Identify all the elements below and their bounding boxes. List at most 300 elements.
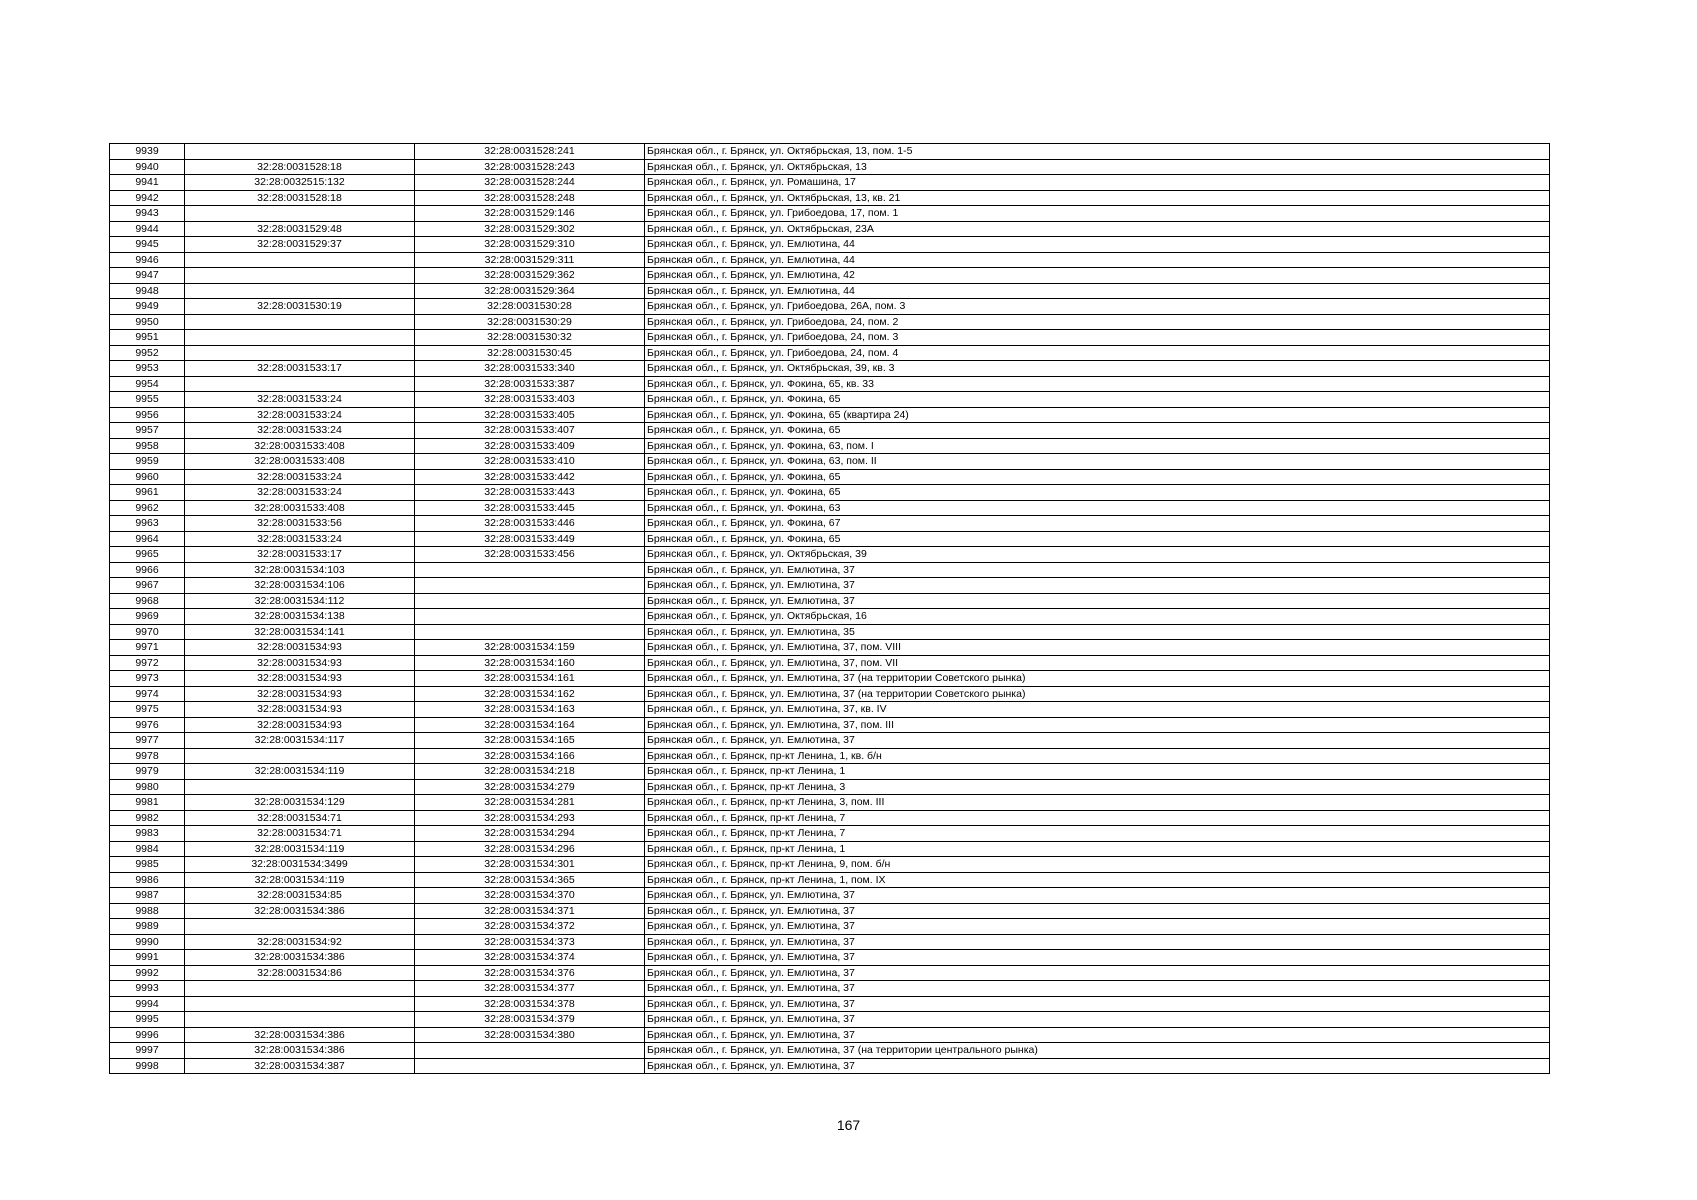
- table-row: [110, 686, 1550, 702]
- table-row: [110, 330, 1550, 346]
- parent-cadastral-number-cell: 32:28:0031533:24: [185, 407, 415, 423]
- address-cell: Брянская обл., г. Брянск, ул. Фокина, 67: [645, 516, 1550, 532]
- table-row: [110, 376, 1550, 392]
- table-row: [110, 981, 1550, 997]
- parent-cadastral-number-cell: [185, 283, 415, 299]
- object-cadastral-number-cell: 32:28:0031533:403: [415, 392, 645, 408]
- row-number-cell: 9941: [110, 175, 185, 191]
- row-number-cell: 9997: [110, 1043, 185, 1059]
- parent-cadastral-number-cell: [185, 981, 415, 997]
- object-cadastral-number-cell: 32:28:0031534:379: [415, 1012, 645, 1028]
- table-row: [110, 810, 1550, 826]
- table-row: [110, 903, 1550, 919]
- row-number-cell: 9981: [110, 795, 185, 811]
- table-row: [110, 748, 1550, 764]
- table-row: [110, 996, 1550, 1012]
- parent-cadastral-number-cell: [185, 345, 415, 361]
- address-cell: Брянская обл., г. Брянск, ул. Фокина, 65: [645, 392, 1550, 408]
- object-cadastral-number-cell: 32:28:0031529:364: [415, 283, 645, 299]
- parent-cadastral-number-cell: [185, 252, 415, 268]
- table-row: [110, 764, 1550, 780]
- address-cell: Брянская обл., г. Брянск, пр-кт Ленина, 7: [645, 810, 1550, 826]
- parent-cadastral-number-cell: 32:28:0031533:24: [185, 423, 415, 439]
- parent-cadastral-number-cell: 32:28:0031533:408: [185, 438, 415, 454]
- table-row: [110, 640, 1550, 656]
- address-cell: Брянская обл., г. Брянск, пр-кт Ленина, 9, пом. б/н: [645, 857, 1550, 873]
- address-cell: Брянская обл., г. Брянск, ул. Грибоедова, 24, пом. 4: [645, 345, 1550, 361]
- table-row: [110, 593, 1550, 609]
- table-row: [110, 175, 1550, 191]
- row-number-cell: 9979: [110, 764, 185, 780]
- object-cadastral-number-cell: [415, 609, 645, 625]
- row-number-cell: 9983: [110, 826, 185, 842]
- row-number-cell: 9989: [110, 919, 185, 935]
- row-number-cell: 9960: [110, 469, 185, 485]
- address-cell: Брянская обл., г. Брянск, ул. Емлютина, 37: [645, 1027, 1550, 1043]
- address-cell: Брянская обл., г. Брянск, ул. Емлютина, 37, пом. III: [645, 717, 1550, 733]
- table-row: [110, 950, 1550, 966]
- table-row: [110, 795, 1550, 811]
- parent-cadastral-number-cell: [185, 268, 415, 284]
- row-number-cell: 9998: [110, 1058, 185, 1074]
- row-number-cell: 9940: [110, 159, 185, 175]
- table-row: [110, 1043, 1550, 1059]
- table-row: [110, 469, 1550, 485]
- address-cell: Брянская обл., г. Брянск, ул. Октябрьская, 13, пом. 1-5: [645, 144, 1550, 160]
- page-number: 167: [836, 1117, 861, 1133]
- parent-cadastral-number-cell: 32:28:0031534:141: [185, 624, 415, 640]
- object-cadastral-number-cell: 32:28:0031529:302: [415, 221, 645, 237]
- parent-cadastral-number-cell: 32:28:0031530:19: [185, 299, 415, 315]
- table-row: [110, 547, 1550, 563]
- object-cadastral-number-cell: 32:28:0031534:371: [415, 903, 645, 919]
- object-cadastral-number-cell: 32:28:0031534:370: [415, 888, 645, 904]
- row-number-cell: 9975: [110, 702, 185, 718]
- row-number-cell: 9974: [110, 686, 185, 702]
- address-cell: Брянская обл., г. Брянск, ул. Фокина, 65: [645, 485, 1550, 501]
- table-row: [110, 392, 1550, 408]
- parent-cadastral-number-cell: [185, 919, 415, 935]
- table-row: [110, 965, 1550, 981]
- address-cell: Брянская обл., г. Брянск, пр-кт Ленина, 1: [645, 764, 1550, 780]
- object-cadastral-number-cell: [415, 593, 645, 609]
- row-number-cell: 9969: [110, 609, 185, 625]
- parent-cadastral-number-cell: 32:28:0031534:86: [185, 965, 415, 981]
- object-cadastral-number-cell: 32:28:0031534:161: [415, 671, 645, 687]
- parent-cadastral-number-cell: 32:28:0031534:119: [185, 764, 415, 780]
- object-cadastral-number-cell: 32:28:0031534:162: [415, 686, 645, 702]
- row-number-cell: 9942: [110, 190, 185, 206]
- table-row: [110, 361, 1550, 377]
- parent-cadastral-number-cell: 32:28:0031528:18: [185, 159, 415, 175]
- object-cadastral-number-cell: 32:28:0031534:166: [415, 748, 645, 764]
- parent-cadastral-number-cell: 32:28:0031534:71: [185, 810, 415, 826]
- row-number-cell: 9951: [110, 330, 185, 346]
- address-cell: Брянская обл., г. Брянск, ул. Емлютина, 37: [645, 950, 1550, 966]
- address-cell: Брянская обл., г. Брянск, ул. Фокина, 65: [645, 423, 1550, 439]
- object-cadastral-number-cell: 32:28:0031529:146: [415, 206, 645, 222]
- address-cell: Брянская обл., г. Брянск, ул. Емлютина, 37, пом. VII: [645, 655, 1550, 671]
- row-number-cell: 9943: [110, 206, 185, 222]
- address-cell: Брянская обл., г. Брянск, ул. Емлютина, 37: [645, 1058, 1550, 1074]
- address-cell: Брянская обл., г. Брянск, ул. Емлютина, 37: [645, 903, 1550, 919]
- row-number-cell: 9946: [110, 252, 185, 268]
- address-cell: Брянская обл., г. Брянск, ул. Грибоедова, 24, пом. 3: [645, 330, 1550, 346]
- address-cell: Брянская обл., г. Брянск, ул. Емлютина, 35: [645, 624, 1550, 640]
- object-cadastral-number-cell: 32:28:0031533:443: [415, 485, 645, 501]
- parent-cadastral-number-cell: 32:28:0031529:37: [185, 237, 415, 253]
- object-cadastral-number-cell: 32:28:0031534:164: [415, 717, 645, 733]
- row-number-cell: 9984: [110, 841, 185, 857]
- parent-cadastral-number-cell: [185, 748, 415, 764]
- row-number-cell: 9987: [110, 888, 185, 904]
- table-row: [110, 438, 1550, 454]
- address-cell: Брянская обл., г. Брянск, ул. Емлютина, 37: [645, 919, 1550, 935]
- object-cadastral-number-cell: 32:28:0031530:28: [415, 299, 645, 315]
- address-cell: Брянская обл., г. Брянск, ул. Фокина, 63, пом. II: [645, 454, 1550, 470]
- object-cadastral-number-cell: 32:28:0031533:449: [415, 531, 645, 547]
- object-cadastral-number-cell: 32:28:0031534:159: [415, 640, 645, 656]
- row-number-cell: 9949: [110, 299, 185, 315]
- object-cadastral-number-cell: 32:28:0031534:380: [415, 1027, 645, 1043]
- address-cell: Брянская обл., г. Брянск, ул. Емлютина, 37: [645, 934, 1550, 950]
- table-row: [110, 190, 1550, 206]
- registry-sheet: [109, 143, 1549, 1074]
- parent-cadastral-number-cell: 32:28:0031534:71: [185, 826, 415, 842]
- parent-cadastral-number-cell: 32:28:0031534:3499: [185, 857, 415, 873]
- parent-cadastral-number-cell: 32:28:0031533:24: [185, 392, 415, 408]
- object-cadastral-number-cell: 32:28:0031534:373: [415, 934, 645, 950]
- object-cadastral-number-cell: [415, 578, 645, 594]
- row-number-cell: 9970: [110, 624, 185, 640]
- address-cell: Брянская обл., г. Брянск, ул. Емлютина, 37: [645, 733, 1550, 749]
- row-number-cell: 9978: [110, 748, 185, 764]
- row-number-cell: 9961: [110, 485, 185, 501]
- object-cadastral-number-cell: [415, 1058, 645, 1074]
- row-number-cell: 9994: [110, 996, 185, 1012]
- row-number-cell: 9991: [110, 950, 185, 966]
- parent-cadastral-number-cell: 32:28:0031534:93: [185, 655, 415, 671]
- address-cell: Брянская обл., г. Брянск, ул. Грибоедова, 17, пом. 1: [645, 206, 1550, 222]
- address-cell: Брянская обл., г. Брянск, ул. Емлютина, 37: [645, 578, 1550, 594]
- table-row: [110, 454, 1550, 470]
- row-number-cell: 9950: [110, 314, 185, 330]
- parent-cadastral-number-cell: [185, 376, 415, 392]
- parent-cadastral-number-cell: 32:28:0031529:48: [185, 221, 415, 237]
- address-cell: Брянская обл., г. Брянск, ул. Емлютина, 37: [645, 965, 1550, 981]
- address-cell: Брянская обл., г. Брянск, ул. Емлютина, 37, кв. IV: [645, 702, 1550, 718]
- address-cell: Брянская обл., г. Брянск, ул. Емлютина, 44: [645, 283, 1550, 299]
- row-number-cell: 9996: [110, 1027, 185, 1043]
- table-row: [110, 206, 1550, 222]
- row-number-cell: 9977: [110, 733, 185, 749]
- parent-cadastral-number-cell: 32:28:0031534:112: [185, 593, 415, 609]
- address-cell: Брянская обл., г. Брянск, ул. Фокина, 65, кв. 33: [645, 376, 1550, 392]
- parent-cadastral-number-cell: 32:28:0031534:93: [185, 702, 415, 718]
- parent-cadastral-number-cell: 32:28:0031534:92: [185, 934, 415, 950]
- address-cell: Брянская обл., г. Брянск, ул. Емлютина, 37: [645, 888, 1550, 904]
- row-number-cell: 9985: [110, 857, 185, 873]
- parent-cadastral-number-cell: 32:28:0031534:93: [185, 686, 415, 702]
- table-row: [110, 779, 1550, 795]
- parent-cadastral-number-cell: [185, 330, 415, 346]
- table-row: [110, 888, 1550, 904]
- row-number-cell: 9982: [110, 810, 185, 826]
- object-cadastral-number-cell: 32:28:0031534:301: [415, 857, 645, 873]
- parent-cadastral-number-cell: 32:28:0031534:129: [185, 795, 415, 811]
- object-cadastral-number-cell: 32:28:0031534:293: [415, 810, 645, 826]
- row-number-cell: 9965: [110, 547, 185, 563]
- address-cell: Брянская обл., г. Брянск, ул. Емлютина, 44: [645, 237, 1550, 253]
- address-cell: Брянская обл., г. Брянск, ул. Фокина, 63, пом. I: [645, 438, 1550, 454]
- address-cell: Брянская обл., г. Брянск, ул. Емлютина, 37 (на территории центрального рынка): [645, 1043, 1550, 1059]
- table-row: [110, 609, 1550, 625]
- table-row: [110, 702, 1550, 718]
- address-cell: Брянская обл., г. Брянск, ул. Емлютина, 37: [645, 996, 1550, 1012]
- row-number-cell: 9986: [110, 872, 185, 888]
- address-cell: Брянская обл., г. Брянск, ул. Фокина, 65 (квартира 24): [645, 407, 1550, 423]
- address-cell: Брянская обл., г. Брянск, ул. Грибоедова, 26А, пом. 3: [645, 299, 1550, 315]
- table-row: [110, 531, 1550, 547]
- parent-cadastral-number-cell: 32:28:0031534:119: [185, 872, 415, 888]
- parent-cadastral-number-cell: 32:28:0031534:386: [185, 950, 415, 966]
- parent-cadastral-number-cell: [185, 144, 415, 160]
- parent-cadastral-number-cell: 32:28:0031534:387: [185, 1058, 415, 1074]
- table-row: [110, 345, 1550, 361]
- parent-cadastral-number-cell: 32:28:0031533:408: [185, 454, 415, 470]
- table-row: [110, 841, 1550, 857]
- row-number-cell: 9988: [110, 903, 185, 919]
- table-row: [110, 144, 1550, 160]
- object-cadastral-number-cell: 32:28:0031534:281: [415, 795, 645, 811]
- parent-cadastral-number-cell: 32:28:0031533:56: [185, 516, 415, 532]
- parent-cadastral-number-cell: 32:28:0031533:408: [185, 500, 415, 516]
- row-number-cell: 9953: [110, 361, 185, 377]
- table-row: [110, 423, 1550, 439]
- table-row: [110, 500, 1550, 516]
- table-row: [110, 919, 1550, 935]
- row-number-cell: 9962: [110, 500, 185, 516]
- table-row: [110, 624, 1550, 640]
- row-number-cell: 9955: [110, 392, 185, 408]
- object-cadastral-number-cell: 32:28:0031530:32: [415, 330, 645, 346]
- row-number-cell: 9968: [110, 593, 185, 609]
- parent-cadastral-number-cell: 32:28:0031534:93: [185, 717, 415, 733]
- row-number-cell: 9954: [110, 376, 185, 392]
- table-row: [110, 299, 1550, 315]
- parent-cadastral-number-cell: 32:28:0031533:17: [185, 361, 415, 377]
- row-number-cell: 9992: [110, 965, 185, 981]
- parent-cadastral-number-cell: 32:28:0031533:24: [185, 485, 415, 501]
- object-cadastral-number-cell: 32:28:0031528:243: [415, 159, 645, 175]
- object-cadastral-number-cell: 32:28:0031534:374: [415, 950, 645, 966]
- address-cell: Брянская обл., г. Брянск, пр-кт Ленина, 1, пом. IX: [645, 872, 1550, 888]
- object-cadastral-number-cell: 32:28:0031534:372: [415, 919, 645, 935]
- object-cadastral-number-cell: 32:28:0031533:442: [415, 469, 645, 485]
- object-cadastral-number-cell: 32:28:0031528:244: [415, 175, 645, 191]
- parent-cadastral-number-cell: [185, 996, 415, 1012]
- address-cell: Брянская обл., г. Брянск, ул. Емлютина, 37, пом. VIII: [645, 640, 1550, 656]
- parent-cadastral-number-cell: 32:28:0031528:18: [185, 190, 415, 206]
- row-number-cell: 9958: [110, 438, 185, 454]
- object-cadastral-number-cell: 32:28:0031533:409: [415, 438, 645, 454]
- row-number-cell: 9939: [110, 144, 185, 160]
- object-cadastral-number-cell: 32:28:0031530:29: [415, 314, 645, 330]
- table-row: [110, 159, 1550, 175]
- object-cadastral-number-cell: 32:28:0031533:456: [415, 547, 645, 563]
- parent-cadastral-number-cell: 32:28:0032515:132: [185, 175, 415, 191]
- object-cadastral-number-cell: 32:28:0031533:387: [415, 376, 645, 392]
- object-cadastral-number-cell: 32:28:0031529:310: [415, 237, 645, 253]
- object-cadastral-number-cell: 32:28:0031533:410: [415, 454, 645, 470]
- row-number-cell: 9952: [110, 345, 185, 361]
- table-row: [110, 671, 1550, 687]
- table-row: [110, 717, 1550, 733]
- address-cell: Брянская обл., г. Брянск, ул. Фокина, 63: [645, 500, 1550, 516]
- row-number-cell: 9990: [110, 934, 185, 950]
- row-number-cell: 9972: [110, 655, 185, 671]
- address-cell: Брянская обл., г. Брянск, пр-кт Ленина, 1, кв. б/н: [645, 748, 1550, 764]
- table-row: [110, 221, 1550, 237]
- table-row: [110, 516, 1550, 532]
- table-row: [110, 857, 1550, 873]
- address-cell: Брянская обл., г. Брянск, пр-кт Ленина, 7: [645, 826, 1550, 842]
- row-number-cell: 9976: [110, 717, 185, 733]
- parent-cadastral-number-cell: 32:28:0031534:386: [185, 1027, 415, 1043]
- table-row: [110, 485, 1550, 501]
- address-cell: Брянская обл., г. Брянск, ул. Грибоедова, 24, пом. 2: [645, 314, 1550, 330]
- row-number-cell: 9959: [110, 454, 185, 470]
- address-cell: Брянская обл., г. Брянск, ул. Октябрьская, 13, кв. 21: [645, 190, 1550, 206]
- row-number-cell: 9973: [110, 671, 185, 687]
- address-cell: Брянская обл., г. Брянск, ул. Октябрьская, 23А: [645, 221, 1550, 237]
- parent-cadastral-number-cell: 32:28:0031534:386: [185, 1043, 415, 1059]
- object-cadastral-number-cell: 32:28:0031533:446: [415, 516, 645, 532]
- object-cadastral-number-cell: 32:28:0031534:378: [415, 996, 645, 1012]
- table-row: [110, 237, 1550, 253]
- row-number-cell: 9967: [110, 578, 185, 594]
- address-cell: Брянская обл., г. Брянск, ул. Октябрьская, 13: [645, 159, 1550, 175]
- parent-cadastral-number-cell: [185, 779, 415, 795]
- object-cadastral-number-cell: 32:28:0031534:376: [415, 965, 645, 981]
- parent-cadastral-number-cell: 32:28:0031533:24: [185, 469, 415, 485]
- object-cadastral-number-cell: 32:28:0031534:279: [415, 779, 645, 795]
- object-cadastral-number-cell: 32:28:0031529:311: [415, 252, 645, 268]
- row-number-cell: 9948: [110, 283, 185, 299]
- table-row: [110, 872, 1550, 888]
- object-cadastral-number-cell: 32:28:0031533:445: [415, 500, 645, 516]
- object-cadastral-number-cell: 32:28:0031534:296: [415, 841, 645, 857]
- object-cadastral-number-cell: 32:28:0031534:294: [415, 826, 645, 842]
- table-row: [110, 252, 1550, 268]
- parent-cadastral-number-cell: 32:28:0031534:93: [185, 671, 415, 687]
- object-cadastral-number-cell: 32:28:0031529:362: [415, 268, 645, 284]
- table-row: [110, 655, 1550, 671]
- address-cell: Брянская обл., г. Брянск, ул. Емлютина, 37: [645, 562, 1550, 578]
- row-number-cell: 9964: [110, 531, 185, 547]
- registry-table: [109, 143, 1550, 1074]
- object-cadastral-number-cell: [415, 1043, 645, 1059]
- object-cadastral-number-cell: 32:28:0031528:241: [415, 144, 645, 160]
- table-row: [110, 733, 1550, 749]
- row-number-cell: 9995: [110, 1012, 185, 1028]
- address-cell: Брянская обл., г. Брянск, ул. Емлютина, 37: [645, 1012, 1550, 1028]
- parent-cadastral-number-cell: 32:28:0031534:138: [185, 609, 415, 625]
- address-cell: Брянская обл., г. Брянск, пр-кт Ленина, 3: [645, 779, 1550, 795]
- address-cell: Брянская обл., г. Брянск, ул. Октябрьская, 39, кв. 3: [645, 361, 1550, 377]
- object-cadastral-number-cell: 32:28:0031533:340: [415, 361, 645, 377]
- address-cell: Брянская обл., г. Брянск, ул. Фокина, 65: [645, 531, 1550, 547]
- table-row: [110, 314, 1550, 330]
- object-cadastral-number-cell: 32:28:0031534:160: [415, 655, 645, 671]
- parent-cadastral-number-cell: 32:28:0031533:17: [185, 547, 415, 563]
- row-number-cell: 9956: [110, 407, 185, 423]
- parent-cadastral-number-cell: 32:28:0031534:103: [185, 562, 415, 578]
- table-row: [110, 268, 1550, 284]
- object-cadastral-number-cell: 32:28:0031534:218: [415, 764, 645, 780]
- address-cell: Брянская обл., г. Брянск, ул. Емлютина, 37 (на территории Советского рынка): [645, 686, 1550, 702]
- object-cadastral-number-cell: 32:28:0031530:45: [415, 345, 645, 361]
- row-number-cell: 9947: [110, 268, 185, 284]
- object-cadastral-number-cell: 32:28:0031534:163: [415, 702, 645, 718]
- table-row: [110, 1012, 1550, 1028]
- table-row: [110, 578, 1550, 594]
- table-row: [110, 826, 1550, 842]
- table-row: [110, 283, 1550, 299]
- parent-cadastral-number-cell: 32:28:0031534:85: [185, 888, 415, 904]
- row-number-cell: 9944: [110, 221, 185, 237]
- parent-cadastral-number-cell: [185, 1012, 415, 1028]
- object-cadastral-number-cell: 32:28:0031534:165: [415, 733, 645, 749]
- address-cell: Брянская обл., г. Брянск, ул. Ромашина, 17: [645, 175, 1550, 191]
- table-row: [110, 1058, 1550, 1074]
- parent-cadastral-number-cell: 32:28:0031533:24: [185, 531, 415, 547]
- parent-cadastral-number-cell: 32:28:0031534:117: [185, 733, 415, 749]
- row-number-cell: 9971: [110, 640, 185, 656]
- table-row: [110, 407, 1550, 423]
- object-cadastral-number-cell: 32:28:0031533:405: [415, 407, 645, 423]
- object-cadastral-number-cell: 32:28:0031534:377: [415, 981, 645, 997]
- object-cadastral-number-cell: 32:28:0031534:365: [415, 872, 645, 888]
- row-number-cell: 9957: [110, 423, 185, 439]
- address-cell: Брянская обл., г. Брянск, ул. Октябрьская, 39: [645, 547, 1550, 563]
- table-row: [110, 562, 1550, 578]
- object-cadastral-number-cell: [415, 624, 645, 640]
- row-number-cell: 9945: [110, 237, 185, 253]
- object-cadastral-number-cell: 32:28:0031533:407: [415, 423, 645, 439]
- parent-cadastral-number-cell: [185, 314, 415, 330]
- parent-cadastral-number-cell: 32:28:0031534:93: [185, 640, 415, 656]
- object-cadastral-number-cell: [415, 562, 645, 578]
- parent-cadastral-number-cell: 32:28:0031534:386: [185, 903, 415, 919]
- object-cadastral-number-cell: 32:28:0031528:248: [415, 190, 645, 206]
- table-row: [110, 934, 1550, 950]
- address-cell: Брянская обл., г. Брянск, ул. Октябрьская, 16: [645, 609, 1550, 625]
- address-cell: Брянская обл., г. Брянск, ул. Емлютина, 37: [645, 981, 1550, 997]
- address-cell: Брянская обл., г. Брянск, ул. Емлютина, 37 (на территории Советского рынка): [645, 671, 1550, 687]
- address-cell: Брянская обл., г. Брянск, ул. Емлютина, 37: [645, 593, 1550, 609]
- parent-cadastral-number-cell: 32:28:0031534:119: [185, 841, 415, 857]
- address-cell: Брянская обл., г. Брянск, ул. Емлютина, 44: [645, 252, 1550, 268]
- address-cell: Брянская обл., г. Брянск, ул. Фокина, 65: [645, 469, 1550, 485]
- row-number-cell: 9963: [110, 516, 185, 532]
- address-cell: Брянская обл., г. Брянск, ул. Емлютина, 42: [645, 268, 1550, 284]
- address-cell: Брянская обл., г. Брянск, пр-кт Ленина, 3, пом. III: [645, 795, 1550, 811]
- registry-table-body: [110, 144, 1550, 1074]
- row-number-cell: 9966: [110, 562, 185, 578]
- parent-cadastral-number-cell: [185, 206, 415, 222]
- address-cell: Брянская обл., г. Брянск, пр-кт Ленина, 1: [645, 841, 1550, 857]
